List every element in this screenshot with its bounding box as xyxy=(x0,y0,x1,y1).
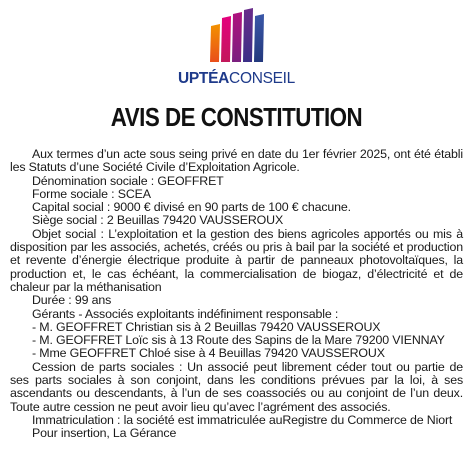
paragraph-cession: Cession de parts sociales : Un associé peut librement céder tout ou partie de ses parts sociales à son conjoint, dans les conditions prévues par la loi, à ses ascendants ou descendants, à l’un de ses coassociés ou au conjoint de l’un deux. Toute autre cession ne peut avoir lieu qu’avec l’agrément des associés. xyxy=(10,359,463,414)
gerant-item: - Mme GEOFFRET Chloé sise à 4 Beuillas 79420 VAUSSEROUX xyxy=(32,346,385,361)
paragraph-forme: Forme sociale : SCEA xyxy=(32,186,151,201)
notice-body xyxy=(10,148,463,441)
company-logo xyxy=(0,6,473,90)
paragraph-capital: Capital social : 9000 € divisé en 90 parts de 100 € chacune. xyxy=(32,200,351,215)
brand-name-part2: CONSEIL xyxy=(229,70,295,87)
paragraph-signature: Pour insertion, La Gérance xyxy=(32,426,177,441)
paragraph-objet: Objet social : L’exploitation et la gestion des biens agricoles apportés ou mis à disposition par les associés, achetés, créés ou pris à bail par la société et production et revente d’énergie électrique produite à partir de panneaux photovoltaïques, la production et, le cas échéant, la commercialisation de biogaz, d’électricité et de chaleur par la méthanisation xyxy=(10,226,463,294)
brand-name xyxy=(0,70,473,88)
notice-title: AVIS DE CONSTITUTION xyxy=(110,102,363,132)
paragraph-gerants: Gérants - Associés exploitants indéfiniment responsable : xyxy=(32,306,339,321)
gerant-item: - M. GEOFFRET Loïc sis à 13 Route des Sapins de la Mare 79200 VIENNAY xyxy=(32,333,445,348)
paragraph-denomination: Dénomination sociale : GEOFFRET xyxy=(32,173,224,188)
paragraph-duree: Durée : 99 ans xyxy=(32,293,112,308)
logo-bars-icon xyxy=(207,6,267,64)
paragraph-siege: Siège social : 2 Beuillas 79420 VAUSSEROUX xyxy=(32,213,284,228)
paragraph-intro: Aux termes d’un acte sous seing privé en date du 1er février 2025, ont été établi les Statuts d’une Société Civile d’Exploitation Agricole. xyxy=(10,147,463,175)
paragraph-immatriculation: Immatriculation : la société est immatriculée auRegistre du Commerce de Niort xyxy=(32,412,453,427)
gerant-item: - M. GEOFFRET Christian sis à 2 Beuillas 79420 VAUSSEROUX xyxy=(32,319,381,334)
brand-name-part1: UPTÉA xyxy=(178,70,230,87)
